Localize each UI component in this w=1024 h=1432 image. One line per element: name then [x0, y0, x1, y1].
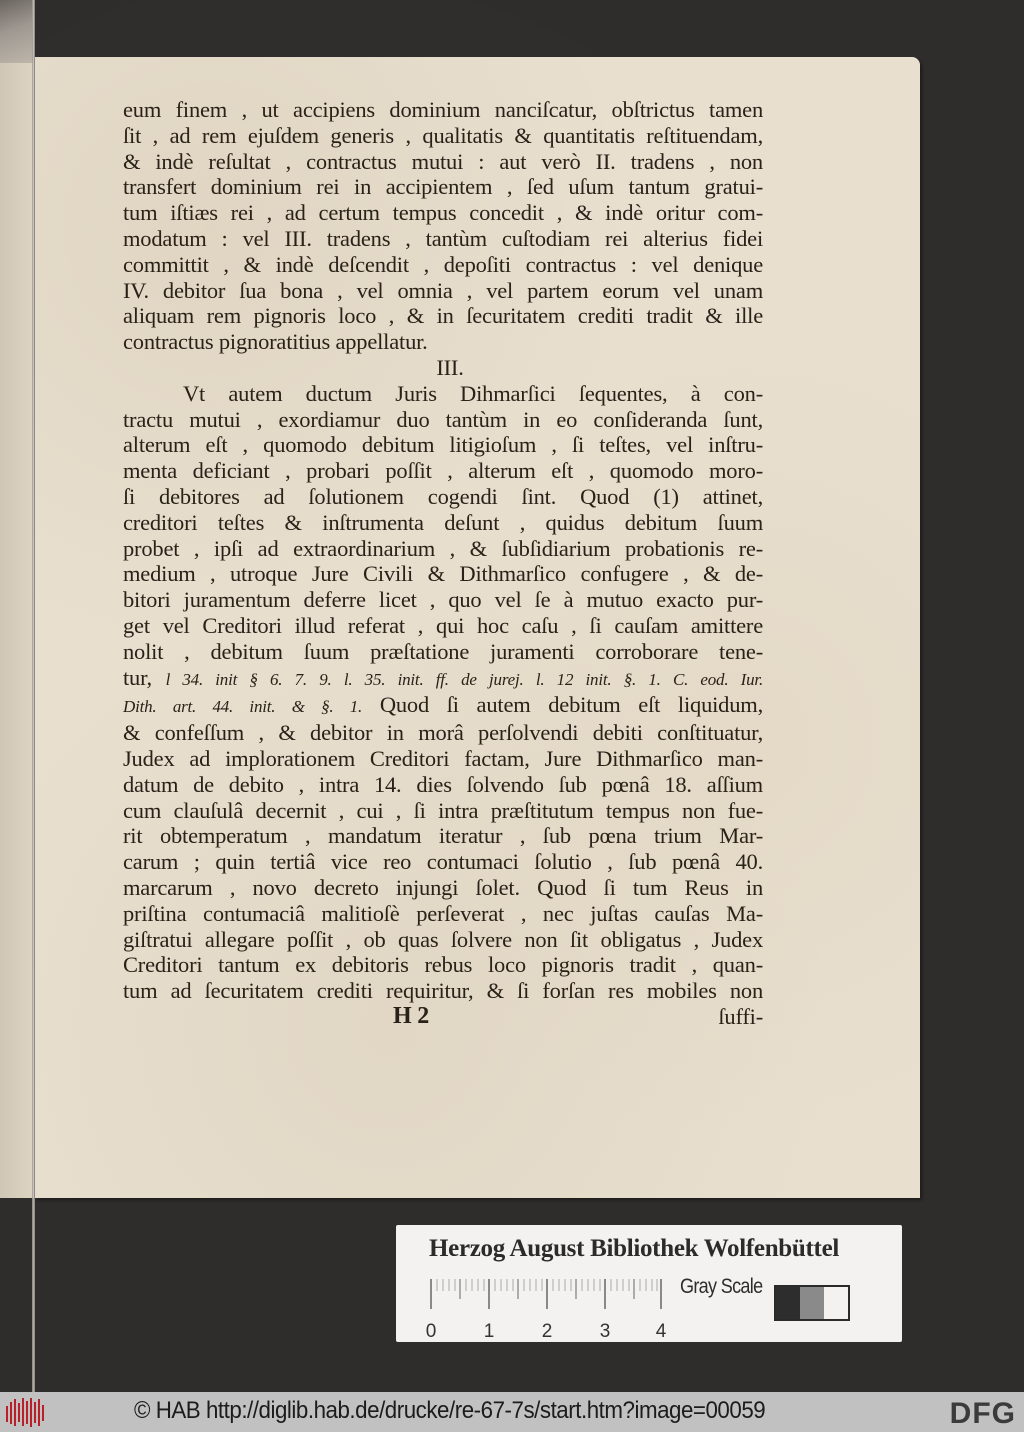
text-line: Judex ad implorationem Creditori factam, Jure Dithmarſico man- — [123, 745, 763, 771]
text-line: get vel Creditori illud referat , qui hoc caſu , ſi cauſam amittere — [123, 612, 763, 638]
dfg-logo: DFG — [949, 1397, 1016, 1430]
text-line: aliquam rem pignoris loco , & in ſecuritatem crediti tradit & ille — [123, 303, 763, 329]
ruler-number: 3 — [599, 1321, 611, 1342]
hab-logo-icon — [4, 1396, 46, 1428]
text-line: cum clauſulâ decernit , cui , ſi intra præſtitutum tempus non fue- — [123, 797, 763, 823]
citation-suffix: Quod ſi autem debitum eſt liquidum, — [362, 692, 763, 718]
text-line: & confeſſum , & debitor in morâ perſolvendi debiti conſtituatur, — [123, 720, 763, 746]
text-line: transfert dominium rei in accipientem , ſed uſum tantum gratui- — [123, 174, 763, 200]
text-line: priſtina contumaciâ malitioſè perſeverat , nec juſtas cauſas Ma- — [123, 900, 763, 926]
text-line: carum ; quin tertiâ vice reo contumaci ſolutio , ſub pœnâ 40. — [123, 849, 763, 875]
legal-citation: l 34. init § 6. 7. 9. l. 35. init. ff. de jurej. l. 12 init. §. 1. C. eod. Iur. — [165, 669, 764, 689]
text-line: Vt autem ductum Juris Dihmarſici ſequentes, à con- — [183, 380, 763, 406]
text-line: menta deficiant , probari poſſit , alterum eſt , quomodo moro- — [123, 458, 763, 484]
text-line: nolit , debitum ſuum præſtatione juramenti corroborare tene- — [123, 638, 763, 664]
scanned-page — [35, 57, 920, 1198]
text-line: rit obtemperatum , mandatum iteratur , ſub pœna trium Mar- — [123, 823, 763, 849]
citation-line — [123, 692, 763, 720]
catchword: ſuffi- — [718, 1003, 763, 1029]
text-line: giſtratui allegare poſſit , ob quas ſolvere non ſit obligatus , Judex — [123, 926, 763, 952]
text-line: medium , utroque Jure Civili & Dithmarſico confugere , & de- — [123, 561, 763, 587]
page-text — [123, 97, 763, 1030]
ruler-ticks — [430, 1277, 662, 1317]
swatch-mid — [800, 1287, 824, 1319]
previous-page-edge — [0, 63, 34, 1198]
swatch-dark — [776, 1287, 800, 1319]
gray-scale-swatches — [774, 1285, 850, 1321]
text-line: bitori juramentum deferre licet , quo vel ſe à mutuo exacto pur- — [123, 587, 763, 613]
text-line: Creditori tantum ex debitoris rebus loco pignoris tradit , quan- — [123, 952, 763, 978]
footer-bar — [0, 1392, 1024, 1432]
text-line: ſi debitores ad ſolutionem cogendi ſint. Quod (1) attinet, — [123, 483, 763, 509]
ruler-number: 1 — [483, 1321, 495, 1342]
text-line: ſit , ad rem ejuſdem generis , qualitatis & quantitatis reſtituendam, — [123, 122, 763, 148]
text-line: alterum eſt , quomodo debitum litigioſum , ſi teſtes, vel inſtru- — [123, 432, 763, 458]
text-line: committit , & indè deſcendit , depoſiti contractus : vel denique — [123, 251, 763, 277]
text-line: IV. debitor ſua bona , vel omnia , vel partem eorum vel unam — [123, 277, 763, 303]
text-line: marcarum , novo decreto injungi ſolet. Quod ſi tum Reus in — [123, 874, 763, 900]
citation-prefix: tur, — [123, 664, 166, 690]
swatch-light — [824, 1287, 848, 1319]
text-line: creditori teſtes & inſtrumenta deſunt , quidus debitum ſuum — [123, 509, 763, 535]
library-name: Herzog August Bibliothek Wolfenbüttel — [429, 1235, 840, 1262]
text-line: modatum : vel III. tradens , tantùm cuſtodiam rei alterius fidei — [123, 225, 763, 251]
copyright-url[interactable]: © HAB http://diglib.hab.de/drucke/re-67-7s/start.htm?image=00059 — [134, 1397, 766, 1424]
ruler-number: 4 — [655, 1321, 667, 1342]
section-number: III. — [436, 354, 464, 380]
ruler-scale — [425, 1277, 667, 1342]
text-line: & indè reſultat , contractus mutui : aut verò II. tradens , non — [123, 148, 763, 174]
ruler-number: 0 — [425, 1321, 437, 1342]
page-foot — [123, 1004, 763, 1030]
text-line: contractus pignoratitius appellatur. — [123, 329, 428, 355]
citation-line — [123, 665, 763, 693]
text-line: datum de debito , intra 14. dies ſolvendo ſub pœnâ 18. aſſium — [123, 771, 763, 797]
text-line: probet , ipſi ad extraordinarium , & ſubſidiarium probationis re- — [123, 535, 763, 561]
text-line: eum finem , ut accipiens dominium nanciſcatur, obſtrictus tamen — [123, 97, 763, 122]
legal-citation: Dith. art. 44. init. & §. 1. — [123, 697, 363, 717]
ruler-number: 2 — [541, 1321, 553, 1342]
text-line: tum iſtiæs rei , ad certum tempus concedit , & indè oritur com- — [123, 200, 763, 226]
previous-page-shadow — [0, 0, 34, 63]
signature-mark: H 2 — [393, 1002, 430, 1029]
library-scale-card — [396, 1225, 902, 1342]
text-line: tum ad ſecuritatem crediti requiritur, & ſi forſan res mobiles non — [123, 978, 763, 1004]
text-line: tractu mutui , exordiamur duo tantùm in eo conſideranda ſunt, — [123, 406, 763, 432]
gray-scale-label: Gray Scale — [680, 1275, 763, 1298]
